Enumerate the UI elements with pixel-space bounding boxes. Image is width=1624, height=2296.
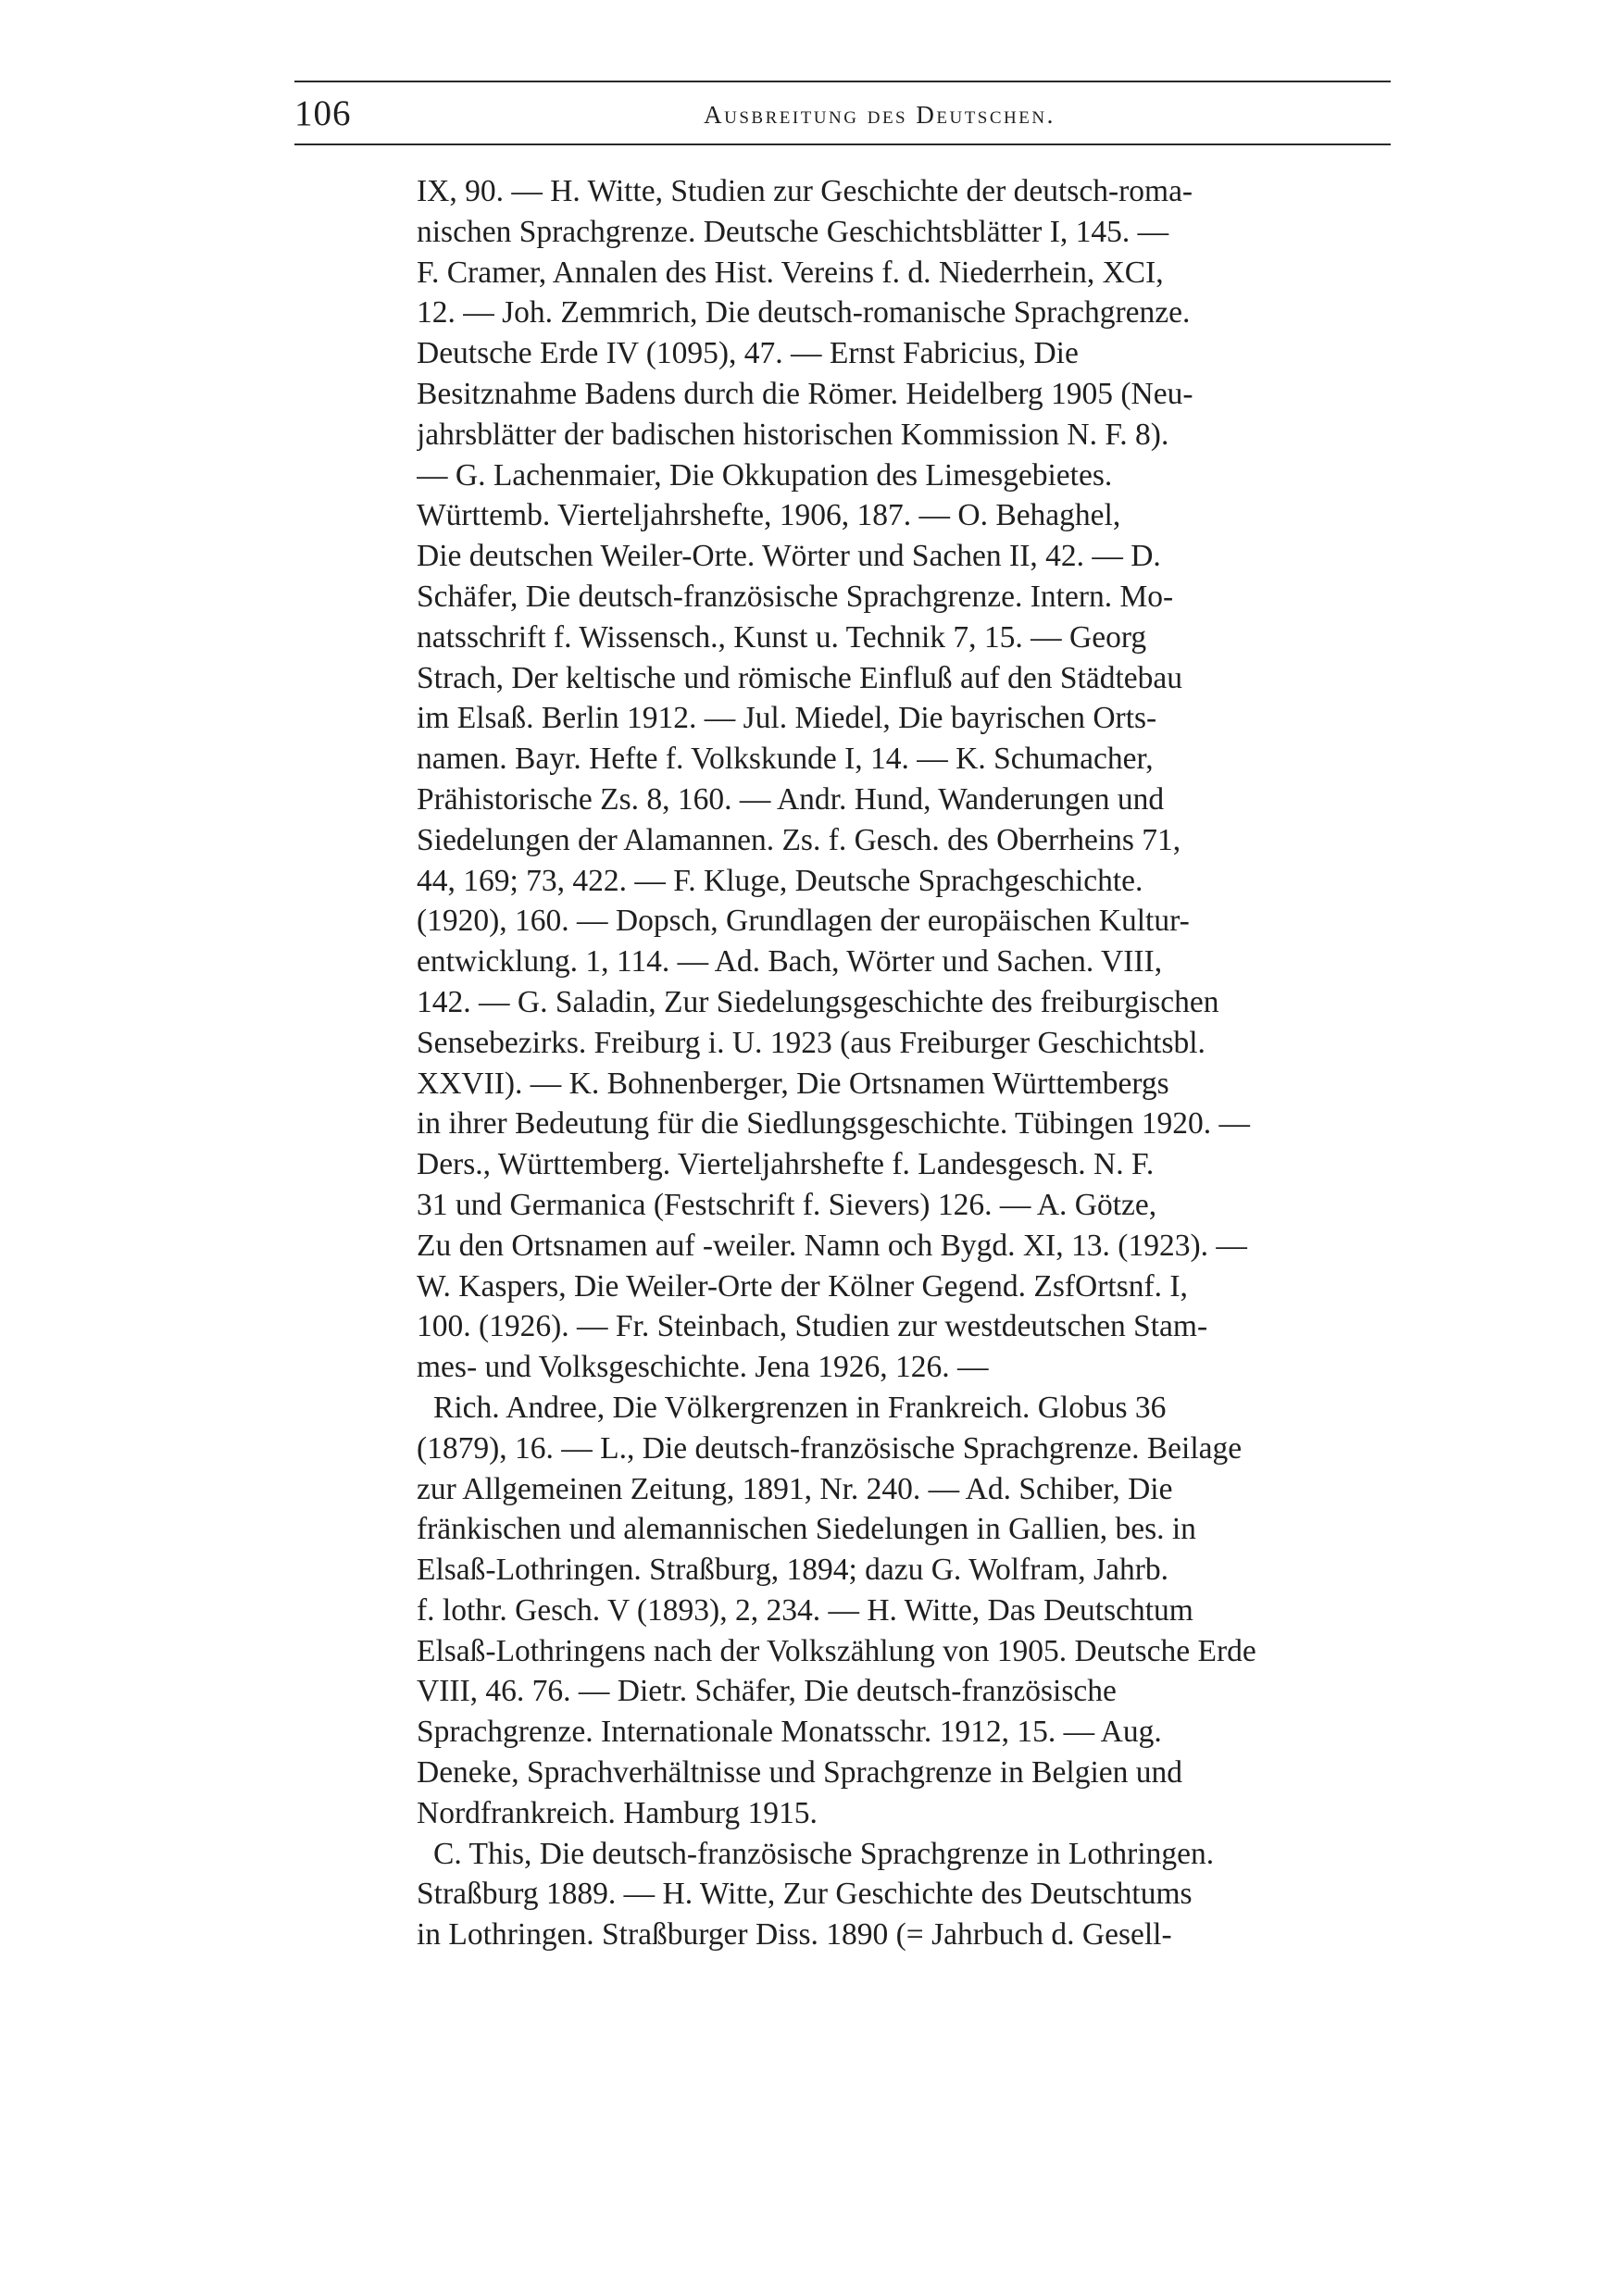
- header-rule-bottom: [294, 144, 1391, 145]
- text-line: fränkischen und alemannischen Siedelungen in Gallien, bes. in: [417, 1512, 1196, 1547]
- text-line: im Elsaß. Berlin 1912. — Jul. Miedel, Die bayrischen Orts-: [417, 701, 1157, 736]
- text-line: VIII, 46. 76. — Dietr. Schäfer, Die deutsch-französische: [417, 1674, 1117, 1709]
- text-line: — G. Lachenmaier, Die Okkupation des Limesgebietes.: [417, 457, 1113, 493]
- text-line: Schäfer, Die deutsch-französische Sprachgrenze. Intern. Mo-: [417, 579, 1174, 614]
- text-line: in Lothringen. Straßburger Diss. 1890 (= Jahrbuch d. Gesell-: [417, 1917, 1172, 1953]
- text-line: Zu den Ortsnamen auf -weiler. Namn och Bygd. XI, 13. (1923). —: [417, 1228, 1247, 1263]
- text-line: Sensebezirks. Freiburg i. U. 1923 (aus Freiburger Geschichtsbl.: [417, 1025, 1206, 1060]
- text-line: in ihrer Bedeutung für die Siedlungsgeschichte. Tübingen 1920. —: [417, 1106, 1250, 1142]
- text-line: Straßburg 1889. — H. Witte, Zur Geschichte des Deutschtums: [417, 1877, 1193, 1912]
- text-line: Sprachgrenze. Internationale Monatsschr. 1912, 15. — Aug.: [417, 1715, 1162, 1750]
- text-line: f. lothr. Gesch. V (1893), 2, 234. — H. Witte, Das Deutschtum: [417, 1592, 1193, 1628]
- bibliography-text: [417, 171, 1411, 1955]
- text-line: entwicklung. 1, 114. — Ad. Bach, Wörter und Sachen. VIII,: [417, 944, 1163, 980]
- text-line: IX, 90. — H. Witte, Studien zur Geschichte der deutsch-roma-: [417, 174, 1193, 208]
- text-line: W. Kaspers, Die Weiler-Orte der Kölner Gegend. ZsfOrtsnf. I,: [417, 1268, 1188, 1304]
- text-line: namen. Bayr. Hefte f. Volkskunde I, 14. — K. Schumacher,: [417, 742, 1154, 777]
- text-line: 44, 169; 73, 422. — F. Kluge, Deutsche Sprachgeschichte.: [417, 863, 1143, 898]
- text-line: 31 und Germanica (Festschrift f. Sievers) 126. — A. Götze,: [417, 1187, 1157, 1222]
- text-line: mes- und Volksgeschichte. Jena 1926, 126. —: [417, 1350, 989, 1385]
- text-line: Elsaß-Lothringen. Straßburg, 1894; dazu G. Wolfram, Jahrb.: [417, 1553, 1168, 1588]
- text-line: Württemb. Vierteljahrshefte, 1906, 187. — O. Behaghel,: [417, 498, 1121, 533]
- running-title: Ausbreitung des Deutschen.: [704, 101, 1056, 129]
- text-line: XXVII). — K. Bohnenberger, Die Ortsnamen Württembergs: [417, 1066, 1169, 1101]
- text-line: zur Allgemeinen Zeitung, 1891, Nr. 240. — Ad. Schiber, Die: [417, 1471, 1173, 1506]
- text-line: Deutsche Erde IV (1095), 47. — Ernst Fabricius, Die: [417, 336, 1079, 371]
- text-line: Deneke, Sprachverhältnisse und Sprachgrenze in Belgien und: [417, 1755, 1182, 1791]
- text-line: Siedelungen der Alamannen. Zs. f. Gesch. des Oberrheins 71,: [417, 822, 1181, 857]
- text-line: natsschrift f. Wissensch., Kunst u. Technik 7, 15. — Georg: [417, 619, 1147, 655]
- text-line: Nordfrankreich. Hamburg 1915.: [417, 1795, 818, 1830]
- text-line: Rich. Andree, Die Völkergrenzen in Frankreich. Globus 36: [433, 1390, 1167, 1425]
- text-line: Elsaß-Lothringens nach der Volkszählung von 1905. Deutsche Erde: [417, 1633, 1256, 1668]
- page-number: 106: [294, 94, 352, 133]
- text-line: (1920), 160. — Dopsch, Grundlagen der europäischen Kultur-: [417, 904, 1190, 939]
- text-line: Strach, Der keltische und römische Einfluß auf den Städtebau: [417, 660, 1183, 695]
- text-line: Besitznahme Badens durch die Römer. Heidelberg 1905 (Neu-: [417, 376, 1193, 411]
- text-line: 12. — Joh. Zemmrich, Die deutsch-romanische Sprachgrenze.: [417, 295, 1191, 331]
- text-line: nischen Sprachgrenze. Deutsche Geschichtsblätter I, 145. —: [417, 214, 1169, 249]
- text-line: 142. — G. Saladin, Zur Siedelungsgeschichte des freiburgischen: [417, 984, 1219, 1019]
- text-line: F. Cramer, Annalen des Hist. Vereins f. d. Niederrhein, XCI,: [417, 255, 1164, 290]
- text-line: (1879), 16. — L., Die deutsch-französische Sprachgrenze. Beilage: [417, 1430, 1243, 1466]
- text-line: Die deutschen Weiler-Orte. Wörter und Sachen II, 42. — D.: [417, 539, 1161, 574]
- text-line: Ders., Württemberg. Vierteljahrshefte f. Landesgesch. N. F.: [417, 1147, 1155, 1182]
- text-line: jahrsblätter der badischen historischen Kommission N. F. 8).: [417, 417, 1169, 452]
- text-line: 100. (1926). — Fr. Steinbach, Studien zur westdeutschen Stam-: [417, 1309, 1208, 1344]
- text-line: Prähistorische Zs. 8, 160. — Andr. Hund, Wanderungen und: [417, 781, 1165, 817]
- header-rule-top: [294, 81, 1391, 82]
- text-line: C. This, Die deutsch-französische Sprachgrenze in Lothringen.: [433, 1836, 1215, 1871]
